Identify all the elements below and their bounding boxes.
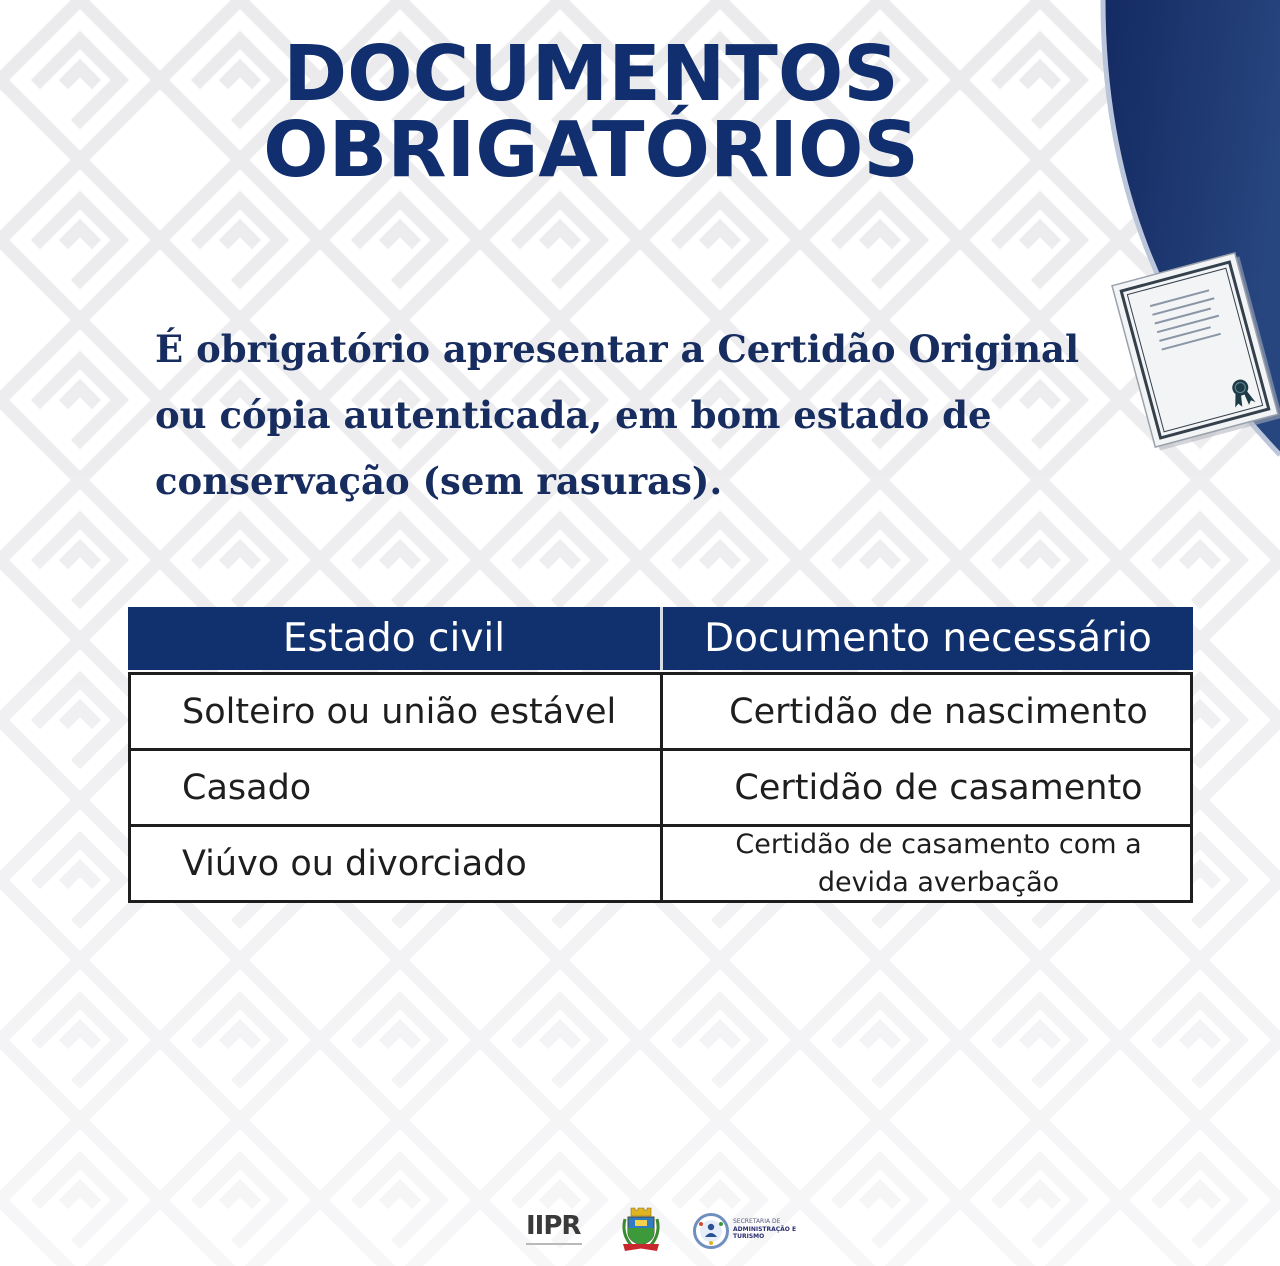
secretaria-logo-text (733, 1218, 796, 1241)
page-title (0, 30, 1182, 195)
table-row (131, 675, 1190, 748)
logo-person-head (708, 1224, 714, 1230)
emblem-crown (631, 1208, 651, 1216)
column-header-estado-civil: Estado civil (282, 616, 506, 661)
column-header-documento: Documento necessário (660, 607, 1193, 670)
title-line-1: DOCUMENTOS (283, 30, 899, 119)
logo-dot-red (699, 1222, 703, 1226)
emblem-ribbon (623, 1244, 659, 1251)
cell-estado-civil: Solteiro ou união estável (182, 691, 617, 732)
table-row (131, 748, 1190, 824)
title-line-2: OBRIGATÓRIOS (263, 106, 919, 195)
cell-estado-civil: Casado (182, 767, 312, 808)
cell-documento-line: Certidão de nascimento (729, 691, 1148, 732)
notice-line: É obrigatório apresentar a Certidão Original (155, 327, 1080, 371)
coat-of-arms-emblem (621, 1206, 661, 1254)
cell-documento (660, 827, 1190, 900)
secretaria-logo-icon (692, 1212, 730, 1250)
logo-dot-green (719, 1222, 723, 1226)
cell-documento-line: Certidão de casamento (734, 767, 1143, 808)
iipr-logo-subline (526, 1243, 582, 1245)
table-body (128, 672, 1193, 903)
cell-documento-line: Certidão de casamento com a (735, 828, 1142, 860)
documents-table (128, 607, 1193, 903)
secretaria-text-line: ADMINISTRAÇÃO E (733, 1225, 797, 1233)
iipr-logo-text: IIPR (526, 1211, 581, 1241)
cell-documento-line: devida averbação (817, 866, 1060, 898)
emblem-sun (635, 1220, 647, 1226)
logo-dot-yellow (709, 1241, 713, 1245)
cell-documento (660, 675, 1190, 748)
emblem-shield-field (628, 1228, 654, 1245)
notice-line: conservação (sem rasuras). (155, 459, 723, 503)
secretaria-text-line: TURISMO (733, 1233, 765, 1240)
cell-documento (660, 751, 1190, 824)
notice-line: ou cópia autenticada, em bom estado de (155, 393, 992, 437)
notice-paragraph (155, 316, 1079, 514)
secretaria-text-line: SECRETARIA DE (733, 1218, 781, 1225)
logo-inner-disc (700, 1220, 722, 1242)
table-header (128, 607, 1193, 670)
secretaria-logo (692, 1212, 804, 1252)
cell-estado-civil: Viúvo ou divorciado (182, 843, 527, 884)
table-row (131, 824, 1190, 900)
iipr-logo (526, 1212, 586, 1248)
